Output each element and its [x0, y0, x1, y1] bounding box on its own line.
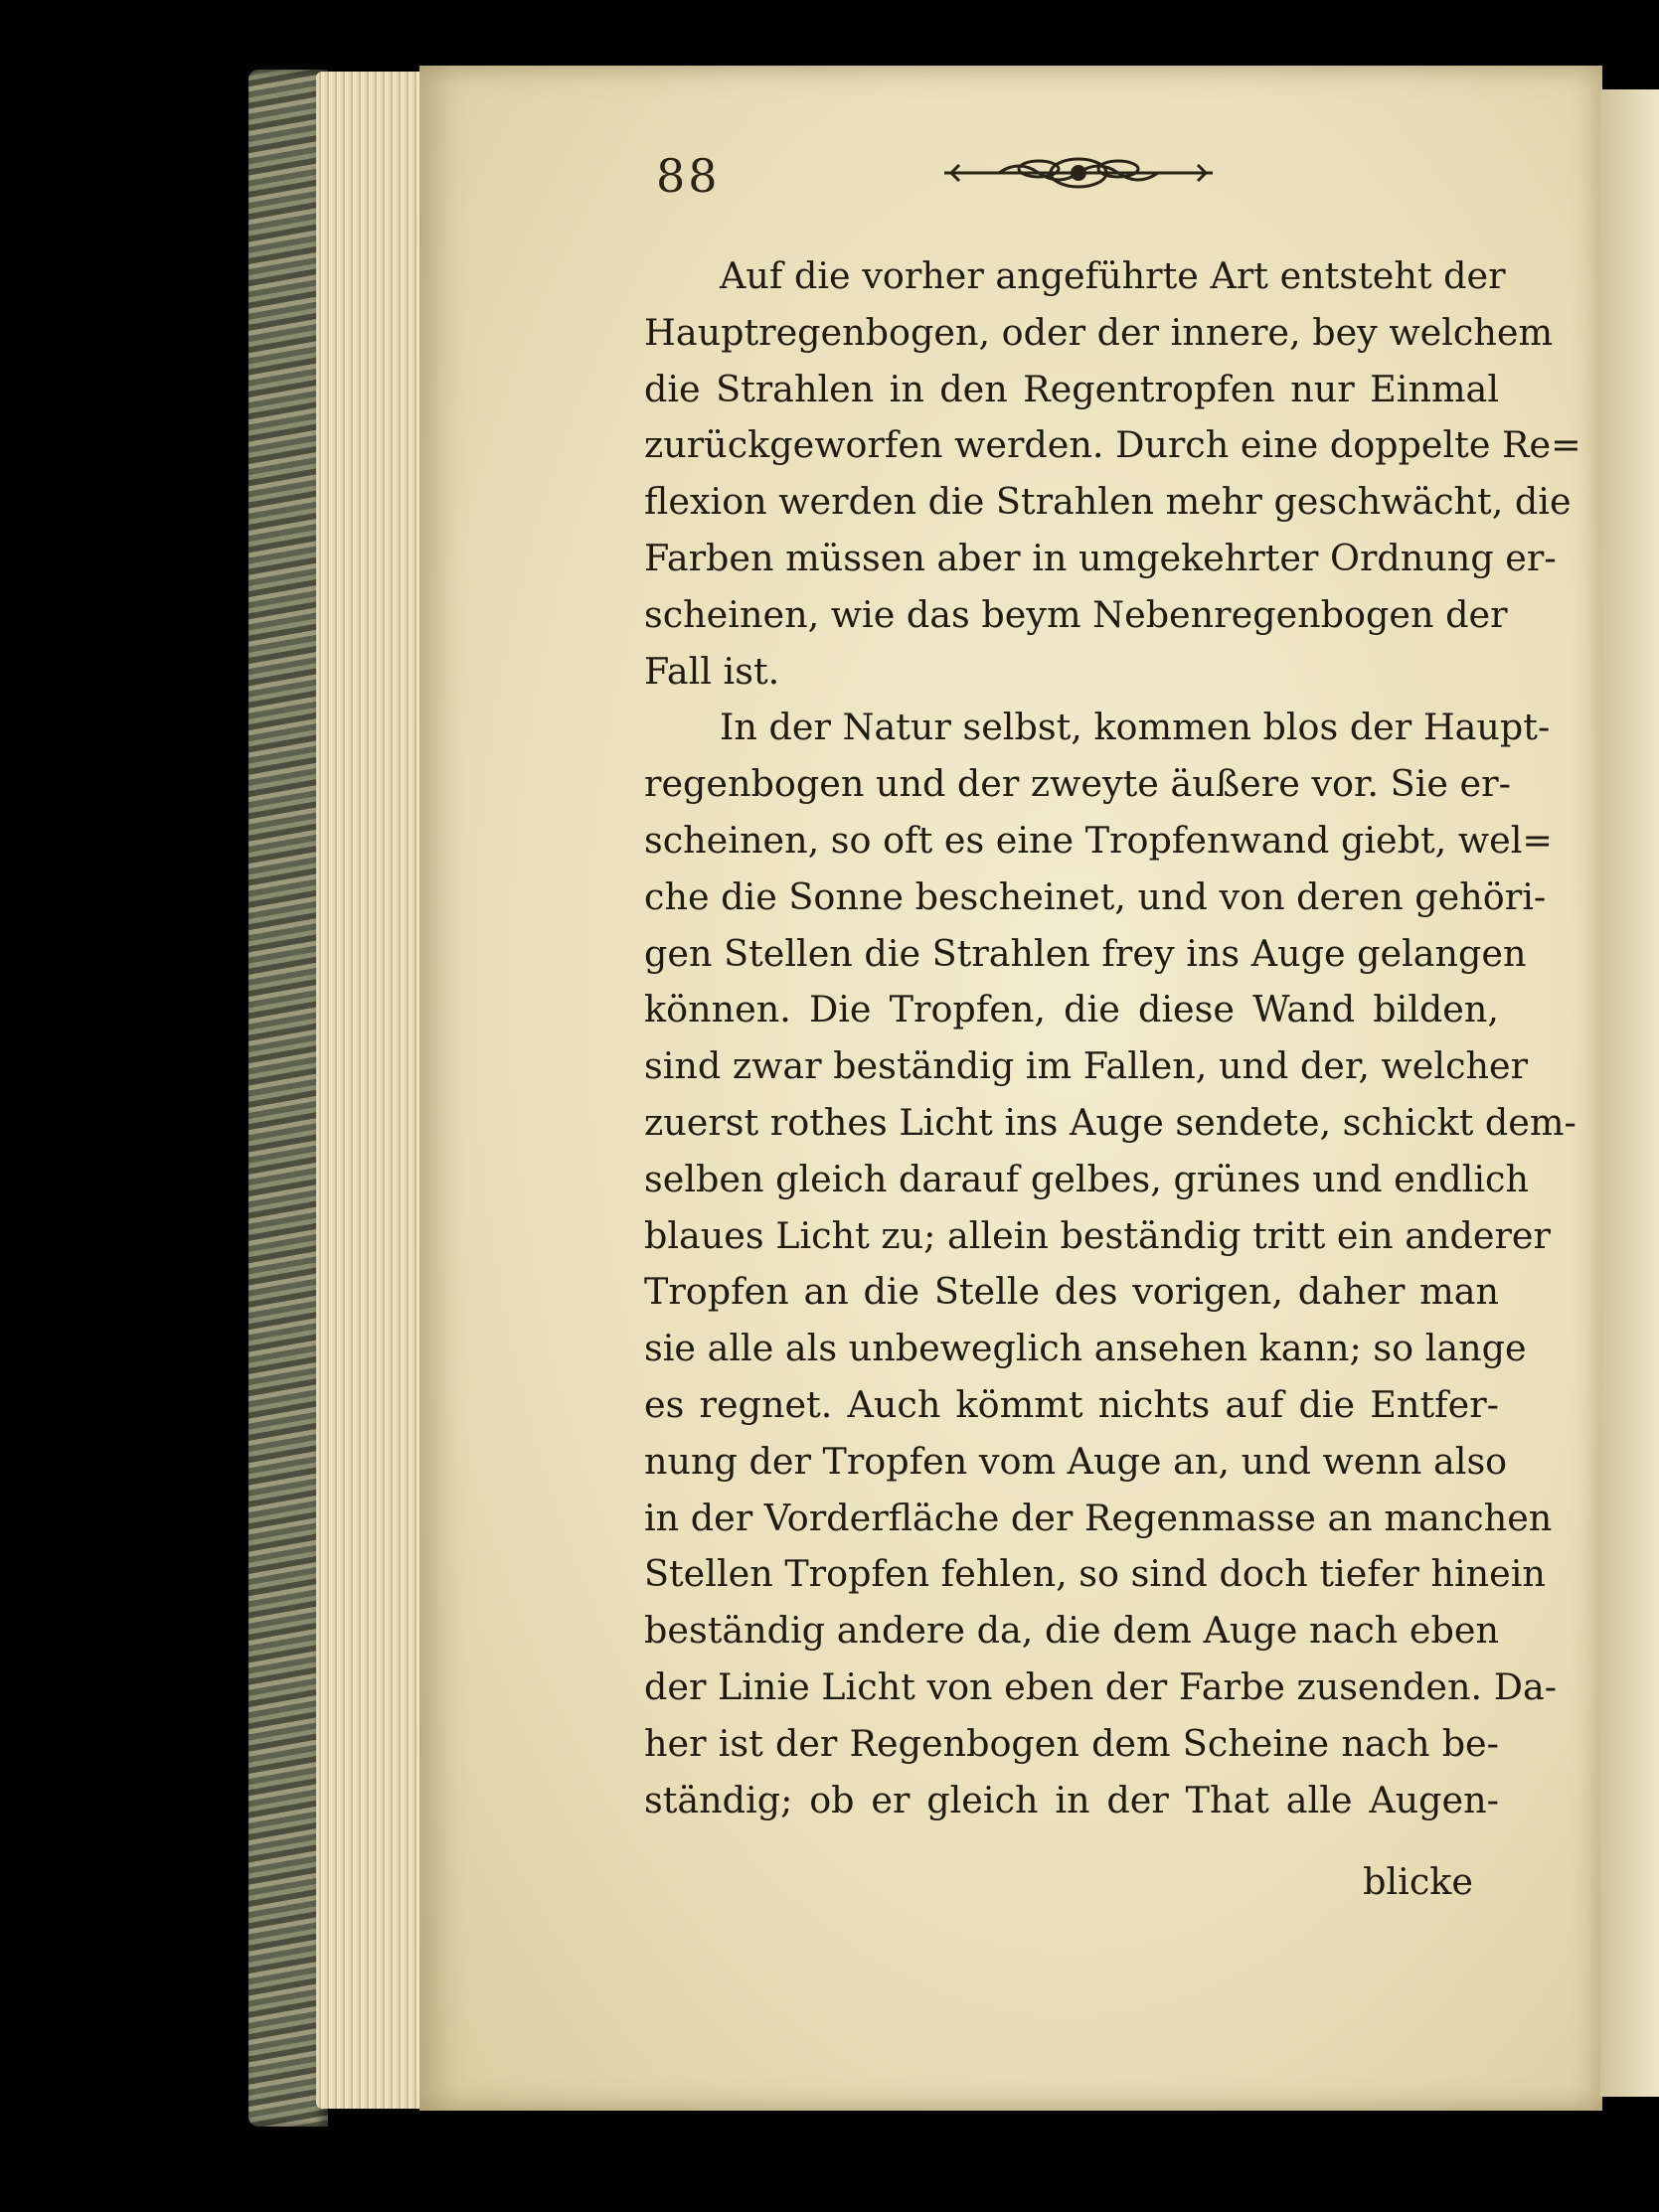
text-line: sie alle als unbeweglich ansehen kann; so lange [644, 1327, 1527, 1370]
text-line: Farben müssen aber in umgekehrter Ordnung er- [644, 536, 1557, 579]
text-line: der Linie Licht von eben der Farbe zusenden. Da- [644, 1664, 1558, 1708]
text-line: in der Vorderfläche der Regenmasse an manchen [644, 1496, 1553, 1539]
text-line: regenbogen und der zweyte äußere vor. Sie er- [644, 762, 1511, 806]
book-gutter [1600, 89, 1659, 2097]
page-number: 88 [656, 149, 721, 203]
text-line: her ist der Regenbogen dem Scheine nach be- [644, 1721, 1499, 1765]
text-line: ständig; ob er gleich in der That alle Augen- [644, 1778, 1499, 1821]
text-line: flexion werden die Strahlen mehr geschwächt, die [644, 480, 1572, 524]
text-line: gen Stellen die Strahlen frey ins Auge gelangen [644, 931, 1527, 975]
text-line: scheinen, wie das beym Nebenregenbogen der [644, 592, 1508, 636]
text-line: Fall ist. [644, 649, 780, 693]
ornament-icon [939, 151, 1218, 195]
text-line: In der Natur selbst, kommen blos der Haupt- [720, 706, 1551, 749]
text-line: die Strahlen in den Regentropfen nur Einmal [644, 367, 1499, 410]
body-text [644, 248, 1581, 1828]
text-line: Hauptregenbogen, oder der innere, bey welchem [644, 310, 1554, 354]
text-line: beständig andere da, die dem Auge nach eben [644, 1609, 1499, 1653]
text-line: selben gleich darauf gelbes, grünes und endlich [644, 1157, 1529, 1200]
text-line: nung der Tropfen vom Auge an, und wenn also [644, 1439, 1508, 1483]
text-line: zuerst rothes Licht ins Auge sendete, schickt dem- [644, 1100, 1576, 1144]
text-line: zurückgeworfen werden. Durch eine doppelte Re= [644, 423, 1581, 467]
page-stack-edges [316, 72, 427, 2109]
text-line: scheinen, so oft es eine Tropfenwand giebt, wel= [644, 818, 1553, 862]
text-line: che die Sonne bescheinet, und von deren gehöri- [644, 874, 1547, 918]
text-line: Tropfen an die Stelle des vorigen, daher man [644, 1270, 1499, 1314]
text-line: Auf die vorher angeführte Art entsteht der [720, 254, 1506, 297]
text-line: blaues Licht zu; allein beständig tritt ein anderer [644, 1213, 1551, 1257]
text-line: es regnet. Auch kömmt nichts auf die Entfer- [644, 1382, 1499, 1426]
text-line: Stellen Tropfen fehlen, so sind doch tiefer hinein [644, 1552, 1546, 1596]
text-line: sind zwar beständig im Fallen, und der, welcher [644, 1044, 1529, 1088]
text-line: können. Die Tropfen, die diese Wand bilden, [644, 988, 1499, 1031]
catchword: blicke [1363, 1860, 1473, 1903]
